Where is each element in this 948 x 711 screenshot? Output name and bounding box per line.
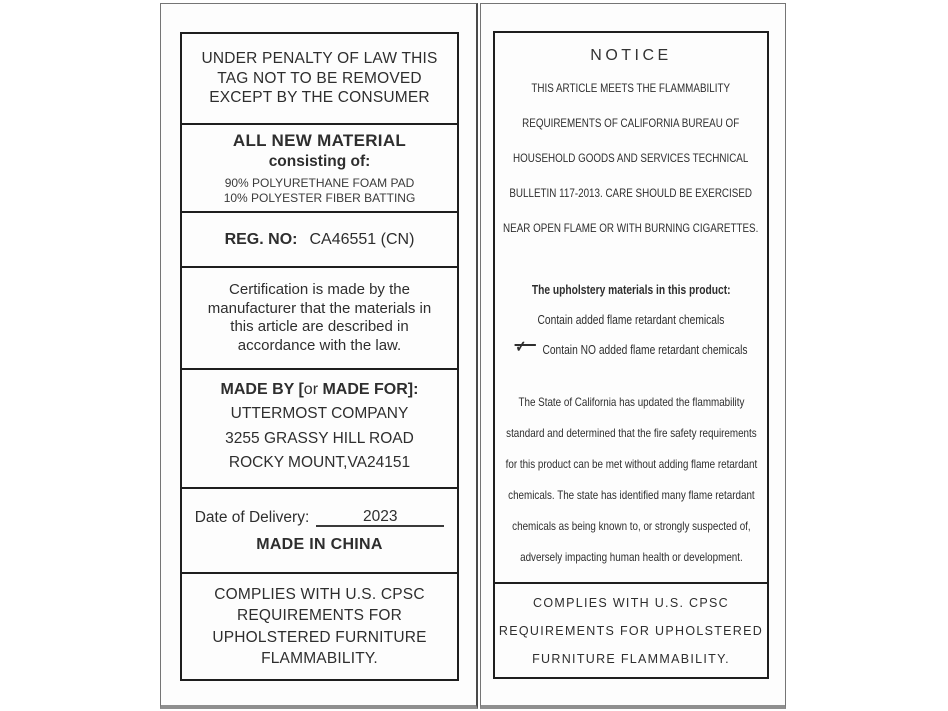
certification-line: accordance with the law.: [237, 336, 402, 354]
cpsc-compliance-section-right: [495, 582, 767, 677]
california-statement-line: adversely impacting human health or development.: [519, 550, 743, 564]
notice-line: HOUSEHOLD GOODS AND SERVICES TECHNICAL: [513, 151, 749, 165]
compliance-line: COMPLIES WITH U.S. CPSC: [533, 595, 729, 610]
delivery-year-value: 2023: [316, 508, 444, 527]
right-tag-sheet: [480, 3, 786, 709]
country-of-origin: MADE IN CHINA: [256, 535, 383, 553]
cpsc-compliance-section: [182, 574, 457, 679]
penalty-line: TAG NOT TO BE REMOVED: [217, 69, 422, 87]
compliance-line: FLAMMABILITY.: [261, 650, 378, 667]
certification-line: this article are described in: [230, 318, 409, 335]
manufacturer-address-line: ROCKY MOUNT,VA24151: [228, 454, 411, 472]
flammability-statement: [475, 71, 786, 246]
right-notice-label: [493, 31, 769, 679]
compliance-line: COMPLIES WITH U.S. CPSC: [214, 585, 425, 603]
penalty-line: UNDER PENALTY OF LAW THIS: [201, 50, 438, 68]
material-content-line: 10% POLYESTER FIBER BATTING: [223, 190, 416, 205]
material-title: ALL NEW MATERIAL: [232, 131, 407, 150]
california-statement: [478, 387, 785, 573]
manufacturer-address-line: 3255 GRASSY HILL ROAD: [225, 429, 414, 447]
compliance-line: FURNITURE FLAMMABILITY.: [532, 651, 730, 666]
penalty-line: EXCEPT BY THE CONSUMER: [209, 89, 430, 107]
registration-label: REG. NO:: [224, 230, 298, 248]
notice-line: REQUIREMENTS OF CALIFORNIA BUREAU OF: [522, 116, 740, 130]
made-by-section: [182, 370, 457, 489]
flame-retardant-option-unchecked: Contain added flame retardant chemicals: [537, 313, 725, 327]
upholstery-materials-heading: The upholstery materials in this product:: [531, 283, 731, 297]
made-by-heading: [221, 381, 419, 399]
notice-line: THIS ARTICLE MEETS THE FLAMMABILITY: [531, 81, 731, 95]
california-statement-line: chemicals. The state has identified many flame retardant: [507, 488, 755, 502]
made-by-heading-part: or: [303, 381, 319, 399]
california-statement-line: chemicals as being known to, or strongly suspected of,: [511, 519, 751, 533]
made-by-heading-part: MADE FOR]:: [318, 381, 419, 399]
material-section: [182, 125, 457, 213]
registration-section: [182, 213, 457, 268]
left-law-label: [180, 32, 459, 681]
certification-line: Certification is made by the: [229, 281, 410, 298]
left-tag-sheet: [160, 3, 478, 709]
certification-line: manufacturer that the materials in: [207, 299, 432, 317]
check-icon: ✓: [515, 338, 527, 356]
penalty-section: [182, 34, 457, 125]
compliance-line: UPHOLSTERED FURNITURE: [212, 628, 427, 646]
material-subtitle: consisting of:: [268, 153, 371, 170]
delivery-date-label: Date of Delivery:: [194, 508, 310, 526]
checked-checkbox: [515, 338, 536, 357]
california-statement-line: The State of California has updated the flammability: [518, 395, 744, 409]
compliance-line: REQUIREMENTS FOR UPHOLSTERED: [498, 623, 764, 638]
notice-line: BULLETIN 117-2013. CARE SHOULD BE EXERCISED: [509, 186, 753, 200]
delivery-date-row: [195, 508, 445, 527]
notice-section: [495, 33, 767, 582]
made-by-heading-part: MADE BY [: [220, 381, 304, 399]
material-content-line: 90% POLYURETHANE FOAM PAD: [224, 176, 415, 190]
certification-section: [182, 268, 457, 370]
flame-retardant-option-checked: [515, 335, 748, 365]
california-statement-line: for this product can be met without adding flame retardant: [505, 457, 757, 471]
california-statement-line: standard and determined that the fire safety requirements: [505, 426, 757, 440]
notice-line: NEAR OPEN FLAME OR WITH BURNING CIGARETTES.: [503, 221, 759, 235]
notice-title: NOTICE: [590, 47, 672, 64]
delivery-section: [182, 489, 457, 574]
flame-retardant-option-checked-label: Contain NO added flame retardant chemicals: [542, 343, 748, 357]
manufacturer-name: UTTERMOST COMPANY: [230, 405, 409, 423]
compliance-line: REQUIREMENTS FOR: [236, 607, 403, 624]
registration-number: CA46551 (CN): [309, 230, 415, 248]
